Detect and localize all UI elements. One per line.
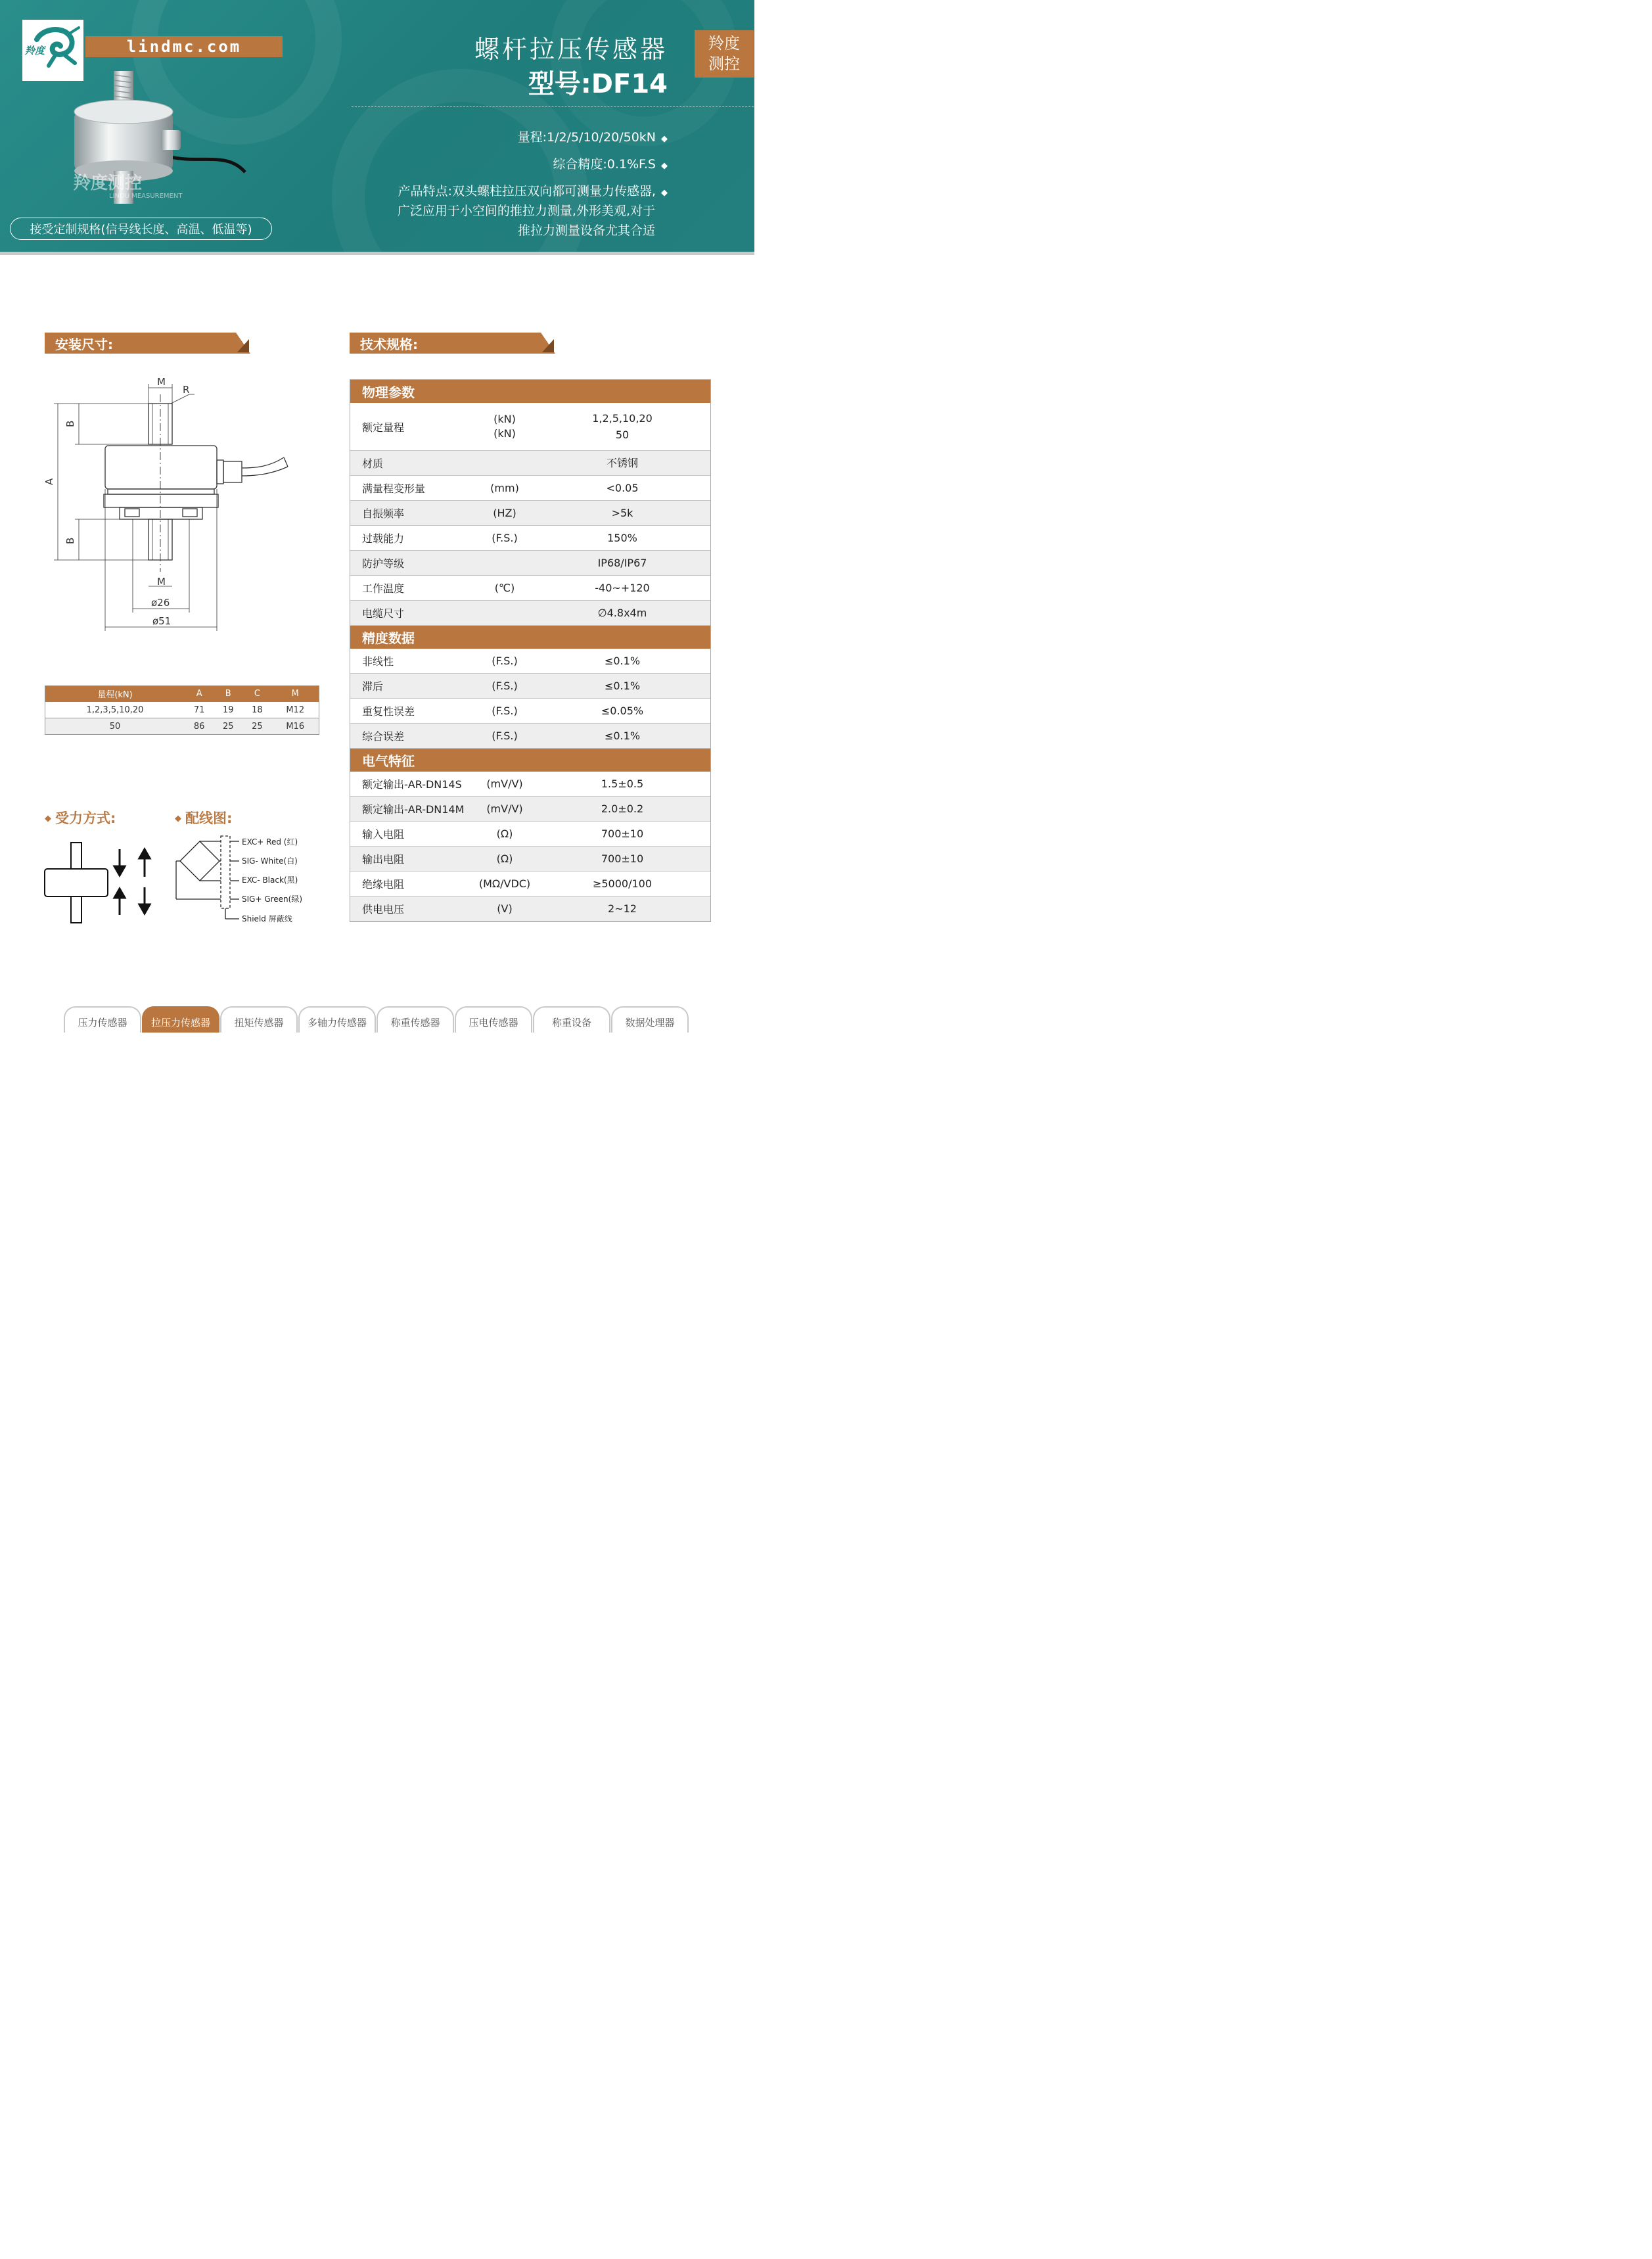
- watermark-text: 羚度测控: [74, 174, 143, 193]
- custom-spec-note: 接受定制规格(信号线长度、高温、低温等): [10, 218, 272, 240]
- spec-name: 满量程变形量: [362, 482, 426, 495]
- spec-row: [350, 526, 710, 551]
- spec-value: ≤0.1%: [604, 730, 641, 742]
- category-tab[interactable]: 称重传感器: [377, 1006, 454, 1033]
- spec-group-header: 电气特征: [350, 749, 710, 772]
- table-cell: 19: [214, 702, 242, 718]
- dimension-drawing: [39, 375, 302, 638]
- spec-row: [350, 403, 710, 451]
- spec-unit: (mV/V): [486, 777, 523, 790]
- spec-value: -40~+120: [595, 582, 650, 594]
- spec-row: [350, 674, 710, 699]
- category-tabs: [64, 1006, 689, 1033]
- table-cell: 18: [242, 702, 271, 718]
- diamond-icon: ◆: [661, 161, 668, 171]
- table-cell: M16: [271, 718, 319, 735]
- diamond-icon: ◆: [45, 814, 51, 824]
- spec-unit: (V): [497, 902, 513, 915]
- spec-name: 额定量程: [362, 421, 405, 434]
- table-cell: 1,2,3,5,10,20: [45, 702, 185, 718]
- spec-value: 2.0±0.2: [601, 803, 644, 815]
- spec-value: >5k: [611, 507, 633, 519]
- product-title: 螺杆拉压传感器: [474, 35, 668, 64]
- col-header: A: [185, 686, 214, 702]
- hero-banner: [0, 0, 754, 255]
- spec-value: ≤0.1%: [604, 655, 641, 667]
- spec-unit: (F.S.): [492, 654, 518, 667]
- diamond-icon: ◆: [175, 814, 181, 824]
- spec-unit: (mV/V): [486, 802, 523, 815]
- force-mode-diagram: [43, 841, 162, 927]
- drawing-label-b-top: B: [64, 420, 76, 427]
- spec-row: [350, 601, 710, 626]
- spec-unit: (Ω): [496, 852, 513, 865]
- spec-name: 额定输出-AR-DN14M: [362, 803, 465, 816]
- drawing-label-r: R: [183, 384, 190, 396]
- col-header: 量程(kN): [45, 686, 185, 702]
- drawing-label-d51: ø51: [152, 615, 172, 627]
- spec-value: 2~12: [608, 902, 637, 915]
- spec-name: 材质: [362, 457, 384, 470]
- wire-sig-plus: SIG+ Green(绿): [242, 895, 303, 904]
- feature-line-2: 广泛应用于小空间的推拉力测量,外形美观,对于: [397, 204, 655, 218]
- dimension-table: [45, 686, 319, 735]
- category-tab[interactable]: 称重设备: [533, 1006, 610, 1033]
- spec-value: <0.05: [606, 482, 639, 494]
- spec-table: [350, 379, 711, 922]
- spec-value: ≥5000/100: [592, 877, 653, 890]
- spec-accuracy-text: 综合精度:0.1%F.S: [553, 157, 656, 172]
- feature-line-3: 推拉力测量设备尤其合适: [517, 223, 655, 238]
- table-cell: 71: [185, 702, 214, 718]
- spec-range: [518, 128, 668, 145]
- spec-unit: (F.S.): [492, 704, 518, 717]
- spec-name: 额定输出-AR-DN14S: [362, 778, 462, 791]
- spec-name: 电缆尺寸: [362, 607, 405, 620]
- brand-tag-line1: 羚度: [708, 34, 740, 53]
- brand-tag: [695, 30, 754, 78]
- section-title: 技术规格:: [360, 336, 418, 352]
- spec-range-text: 量程:1/2/5/10/20/50kN: [517, 130, 656, 145]
- dimension-table-header: [45, 686, 319, 702]
- table-cell: 25: [214, 718, 242, 735]
- spec-row: [350, 897, 710, 921]
- spec-row: [350, 822, 710, 847]
- website-domain[interactable]: lindmc.com: [85, 36, 283, 57]
- spec-group-header: 物理参数: [350, 380, 710, 403]
- watermark-subtext: LINDU MEASUREMENT: [109, 193, 183, 200]
- spec-name: 综合误差: [362, 730, 405, 743]
- arrow-up-icon: [114, 889, 125, 898]
- spec-name: 输入电阻: [362, 828, 405, 841]
- col-header: C: [242, 686, 271, 702]
- divider: [352, 106, 754, 107]
- spec-row: [350, 576, 710, 601]
- spec-row: [350, 872, 710, 897]
- spec-row: [350, 649, 710, 674]
- spec-name: 工作温度: [362, 582, 405, 595]
- table-cell: 86: [185, 718, 214, 735]
- section-install-dimensions: [45, 333, 250, 354]
- spec-name: 防护等级: [362, 557, 405, 570]
- heading-text: 受力方式:: [55, 810, 116, 826]
- spec-unit: (mm): [490, 481, 519, 494]
- wiring-heading: [175, 808, 232, 827]
- drawing-label-d26: ø26: [151, 597, 170, 609]
- section-title: 安装尺寸:: [55, 336, 113, 352]
- spec-unit: (HZ): [493, 506, 516, 519]
- spec-unit: (F.S.): [492, 679, 518, 692]
- spec-unit: (F.S.): [492, 729, 518, 742]
- spec-name: 输出电阻: [362, 853, 405, 866]
- drawing-label-m-bottom: M: [157, 576, 166, 588]
- spec-unit: (Ω): [496, 827, 513, 840]
- wire-sig-minus: SIG- White(白): [242, 856, 298, 866]
- logo-text: 羚度: [25, 45, 45, 57]
- spec-name: 滞后: [362, 680, 384, 693]
- col-header: B: [214, 686, 242, 702]
- spec-row: [350, 501, 710, 526]
- spec-row: [350, 699, 710, 724]
- spec-value: 1,2,5,10,20 50: [592, 412, 653, 441]
- spec-row: [350, 451, 710, 476]
- category-tab[interactable]: 数据处理器: [611, 1006, 689, 1033]
- table-cell: M12: [271, 702, 319, 718]
- category-tab[interactable]: 压力传感器: [64, 1006, 141, 1033]
- spec-name: 自振频率: [362, 507, 405, 520]
- col-header: M: [271, 686, 319, 702]
- product-model: 型号:DF14: [528, 69, 668, 99]
- spec-name: 重复性误差: [362, 705, 415, 718]
- section-tech-spec: [350, 333, 555, 354]
- table-row: [45, 718, 319, 735]
- arrow-down-icon: [114, 866, 125, 875]
- spec-row: [350, 797, 710, 822]
- spec-group-header: 精度数据: [350, 626, 710, 649]
- feature-line-1: 产品特点:双头螺柱拉压双向都可测量力传感器,: [398, 184, 656, 198]
- table-cell: 25: [242, 718, 271, 735]
- spec-value: IP68/IP67: [597, 557, 647, 569]
- spec-name: 非线性: [362, 655, 394, 668]
- table-row: [45, 702, 319, 718]
- spec-row: [350, 724, 710, 749]
- spec-row: [350, 551, 710, 576]
- spec-value: 不锈钢: [606, 457, 638, 469]
- spec-unit: (MΩ/VDC): [478, 877, 531, 890]
- category-tab[interactable]: 压电传感器: [455, 1006, 532, 1033]
- spec-name: 供电电压: [362, 903, 405, 916]
- diamond-icon: ◆: [661, 188, 668, 198]
- spec-value: 1.5±0.5: [601, 778, 644, 790]
- spec-row: [350, 847, 710, 872]
- spec-row: [350, 772, 710, 797]
- spec-accuracy: [553, 154, 668, 172]
- drawing-label-m: M: [157, 376, 166, 388]
- table-cell: 50: [45, 718, 185, 735]
- heading-text: 配线图:: [185, 810, 233, 826]
- spec-value: ≤0.05%: [601, 705, 644, 717]
- wiring-diagram: [173, 835, 305, 927]
- diamond-icon: ◆: [661, 134, 668, 144]
- spec-name: 过载能力: [362, 532, 405, 545]
- spec-value: 700±10: [601, 852, 644, 865]
- spec-value: 700±10: [601, 827, 644, 840]
- spec-feature-1: [398, 181, 668, 199]
- spec-name: 绝缘电阻: [362, 878, 405, 891]
- arrow-up-icon: [139, 849, 150, 858]
- spec-unit: (kN) (kN): [493, 413, 516, 440]
- category-tab[interactable]: 扭矩传感器: [220, 1006, 298, 1033]
- wire-exc-plus: EXC+ Red (红): [242, 837, 298, 847]
- brand-tag-line2: 测控: [708, 55, 740, 73]
- arrow-down-icon: [139, 904, 150, 914]
- spec-value: ∅4.8x4m: [597, 607, 647, 619]
- category-tab[interactable]: 多轴力传感器: [298, 1006, 376, 1033]
- wire-exc-minus: EXC- Black(黑): [242, 875, 298, 885]
- spec-unit: (℃): [494, 581, 515, 594]
- drawing-label-b-bottom: B: [64, 537, 76, 544]
- force-mode-heading: [45, 808, 116, 827]
- spec-row: [350, 476, 710, 501]
- drawing-label-a: A: [43, 478, 55, 485]
- wire-shield: Shield 屏蔽线: [242, 914, 292, 923]
- spec-unit: (F.S.): [492, 531, 518, 544]
- category-tab[interactable]: 拉压力传感器: [142, 1006, 219, 1033]
- spec-value: 150%: [607, 532, 637, 544]
- spec-value: ≤0.1%: [604, 680, 641, 692]
